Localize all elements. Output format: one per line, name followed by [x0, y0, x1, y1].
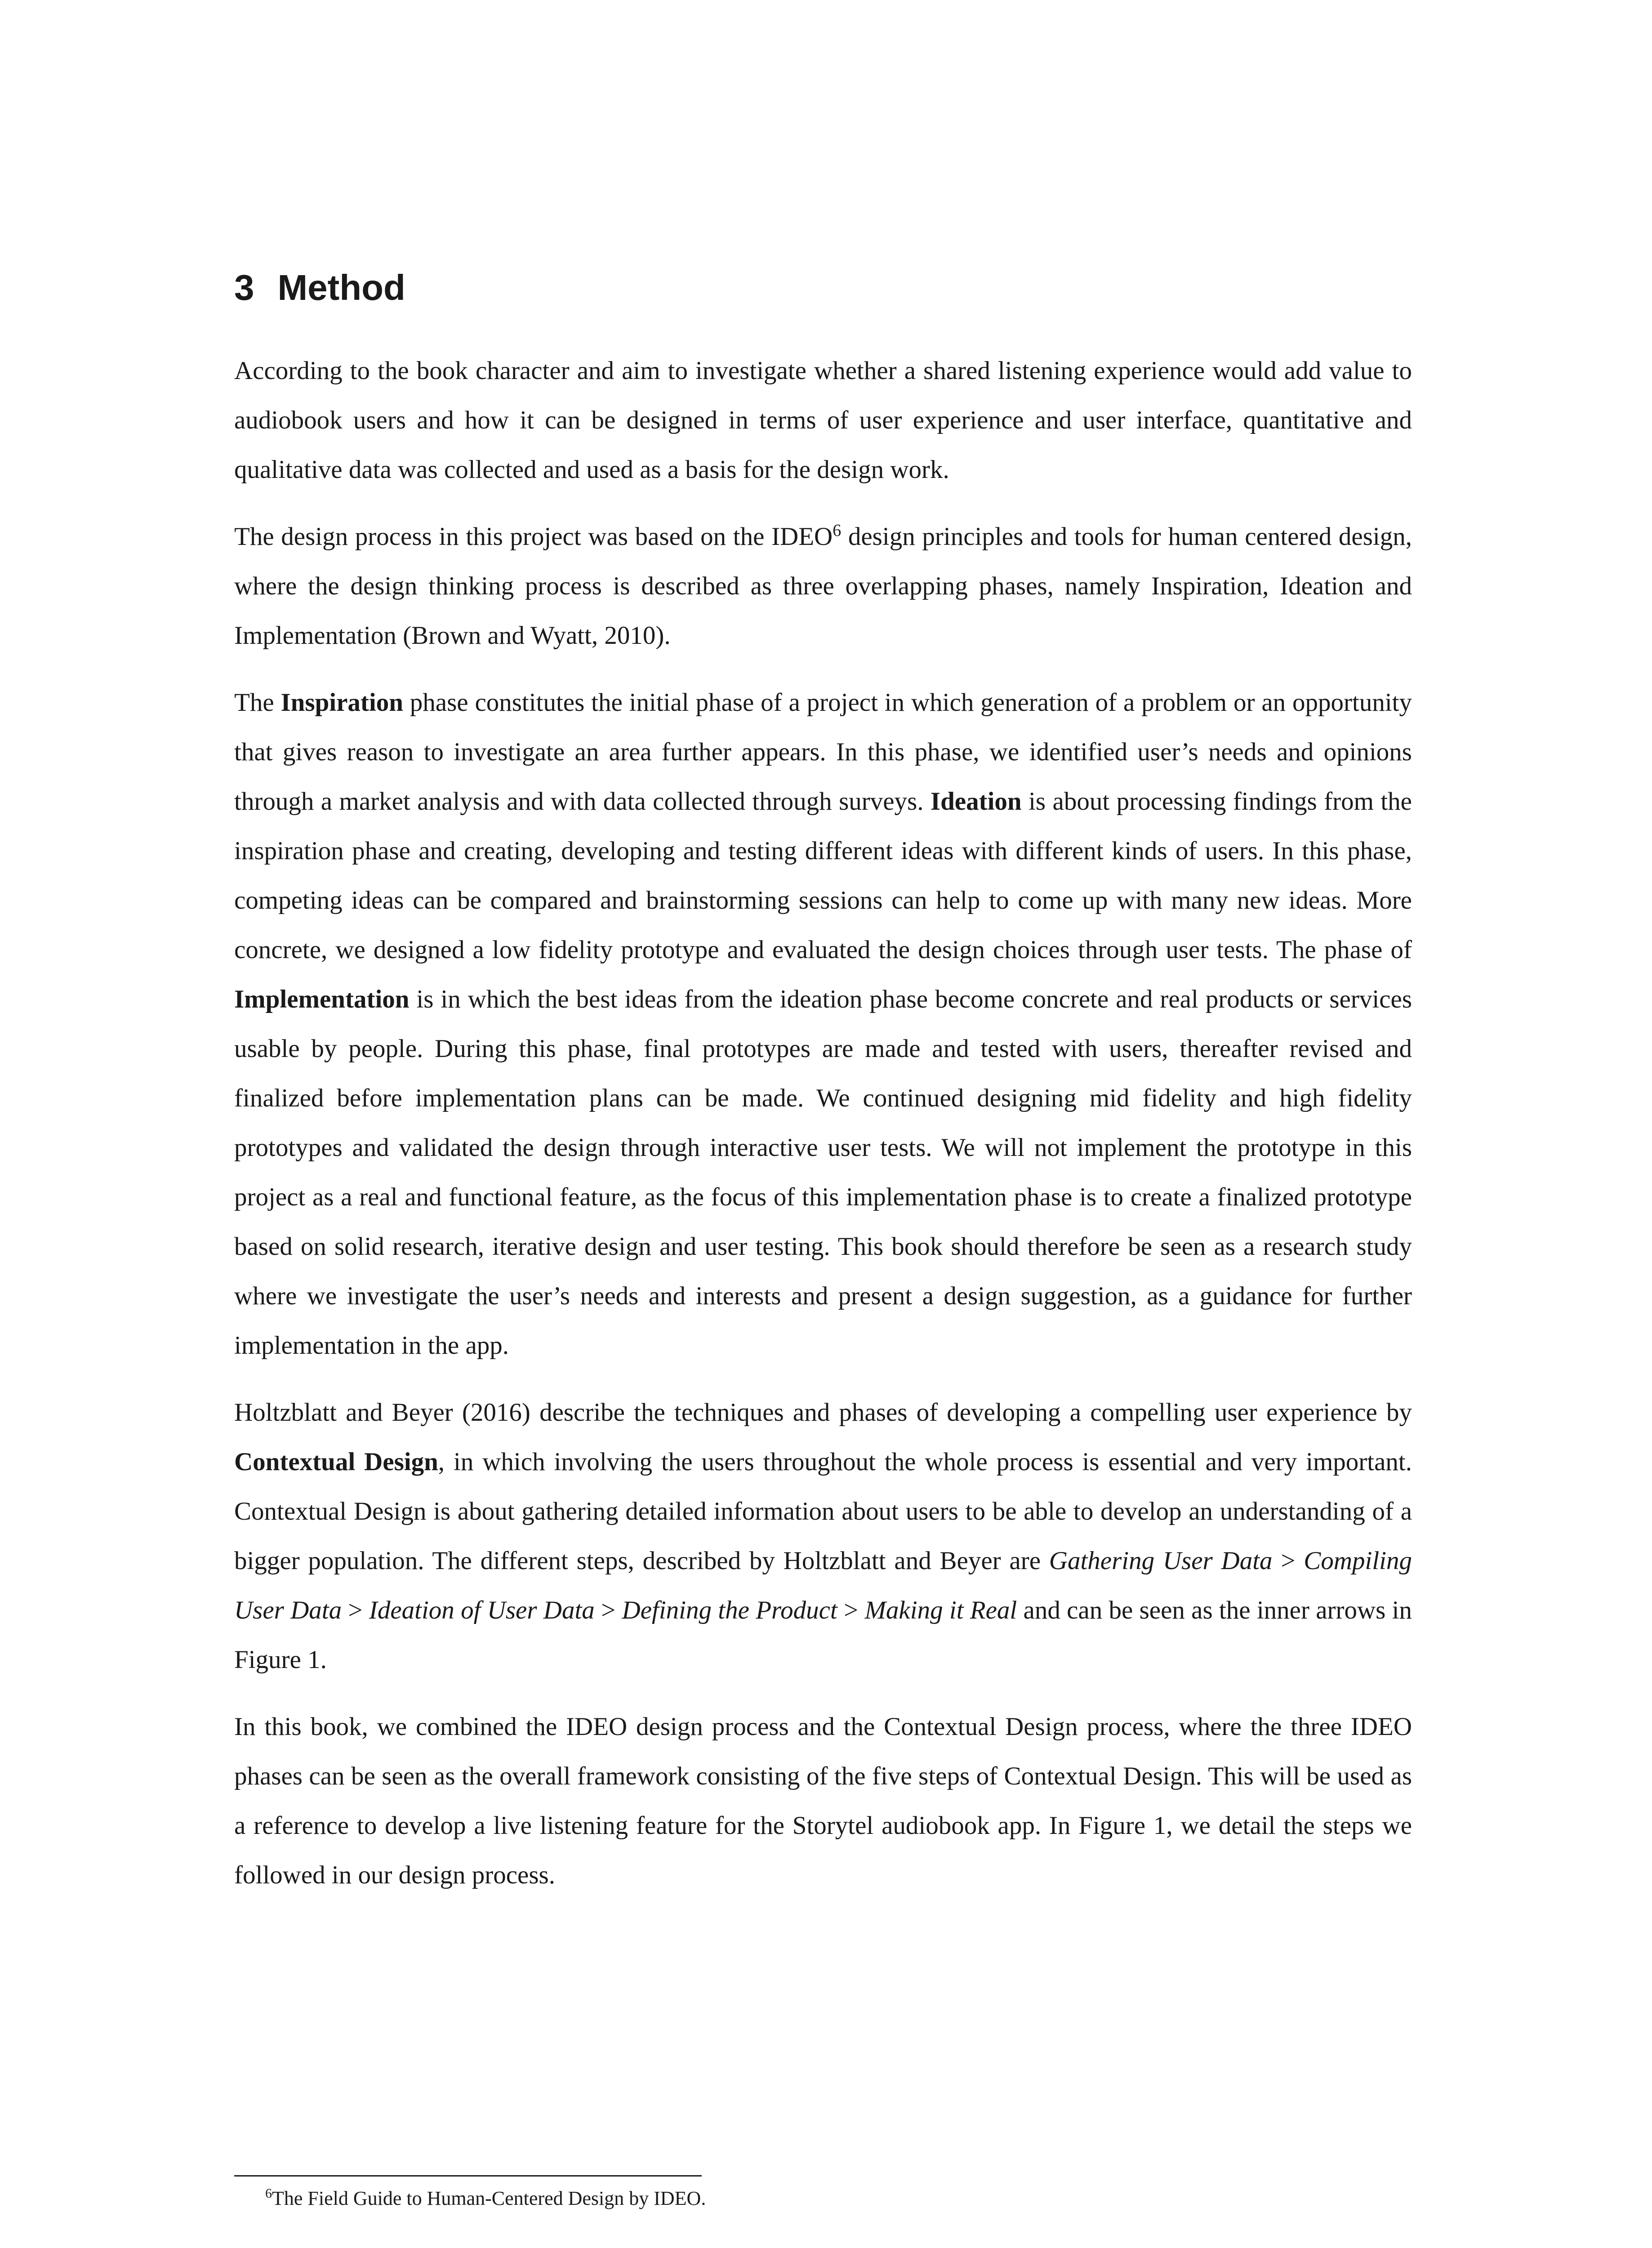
paragraph-design-process [234, 512, 1412, 660]
step-separator: > [594, 1596, 622, 1624]
footnote-reference[interactable]: 6 [833, 521, 842, 540]
term-ideation: Ideation [930, 787, 1022, 816]
term-contextual-design: Contextual Design [234, 1448, 438, 1476]
paragraph-text: The design process in this project was based on the IDEO [234, 522, 833, 551]
step-separator: > [837, 1596, 865, 1624]
paragraph-combined-process: In this book, we combined the IDEO design process and the Contextual Design process, where the three IDEO phases can be seen as the overall framework consisting of the five steps of Contextual Design. This will be used as a reference to develop a live listening feature for the Storytel audiobook app. In Figure 1, we detail the steps we followed in our design process. [234, 1713, 1412, 1889]
footnote-marker: 6 [265, 2186, 272, 2201]
step-gathering: Gathering User Data [1049, 1547, 1273, 1575]
step-defining: Defining the Product [622, 1596, 837, 1624]
term-inspiration: Inspiration [281, 688, 403, 717]
paragraph-text: and can be seen as the inner arrows in Figure 1. [234, 1596, 1412, 1674]
step-separator: > [1272, 1547, 1304, 1575]
paragraph-text: is about processing findings from the inspiration phase and creating, developing and testing different ideas with different kinds of users. In this phase, competing ideas can be compared and brainstorming sessions can help to come up with many new ideas. More concrete, we designed a low fidelity prototype and evaluated the design choices through user tests. The phase of [234, 787, 1412, 964]
paragraph-text: Holtzblatt and Beyer (2016) describe the techniques and phases of developing a compelling user experience by [234, 1398, 1412, 1427]
footnote-text: The Field Guide to Human-Centered Design by IDEO. [272, 2187, 706, 2209]
paragraph-text: phase constitutes the initial phase of a project in which generation of a problem or an opportunity that gives reason to investigate an area further appears. In this phase, we identified user’s needs and opinions through a market analysis and with data collected through surveys. [234, 688, 1412, 816]
step-ideation: Ideation of User Data [369, 1596, 595, 1624]
step-making-real: Making it Real [864, 1596, 1017, 1624]
footnote [265, 2185, 706, 2212]
body-text [234, 346, 1412, 1918]
paragraph-intro: According to the book character and aim to investigate whether a shared listening experience would add value to audiobook users and how it can be designed in terms of user experience and user interface, quantitative and qualitative data was collected and used as a basis for the design work. [234, 357, 1412, 484]
step-separator: > [342, 1596, 369, 1624]
paragraph-text: The [234, 688, 281, 717]
footnote-divider [234, 2175, 702, 2177]
section-number: 3 [234, 268, 254, 308]
paragraph-text: design principles and tools for human centered design, where the design thinking process is described as three overlapping phases, namely Inspiration, Ideation and Implementation (Brown and Wyatt, 2010). [234, 522, 1412, 650]
paragraph-text: , in which involving the users throughout the whole process is essential and very important. Contextual Design is about gathering detailed information about users to be able to develop an understanding of a bigger population. The different steps, described by Holtzblatt and Beyer are [234, 1448, 1412, 1575]
term-implementation: Implementation [234, 985, 410, 1013]
paragraph-text: is in which the best ideas from the ideation phase become concrete and real products or services usable by people. During this phase, final prototypes are made and tested with users, thereafter revised and finalized before implementation plans can be made. We continued designing mid fidelity and high fidelity prototypes and validated the design through interactive user tests. We will not implement the prototype in this project as a real and functional feature, as the focus of this implementation phase is to create a finalized prototype based on solid research, iterative design and user testing. This book should therefore be seen as a research study where we investigate the user’s needs and interests and present a design suggestion, as a guidance for further implementation in the app. [234, 985, 1412, 1360]
paragraph-contextual-design [234, 1388, 1412, 1685]
step-compiling: Compiling User Data [234, 1547, 1412, 1624]
section-heading [234, 265, 405, 310]
paragraph-phases [234, 678, 1412, 1370]
section-title: Method [277, 268, 405, 308]
